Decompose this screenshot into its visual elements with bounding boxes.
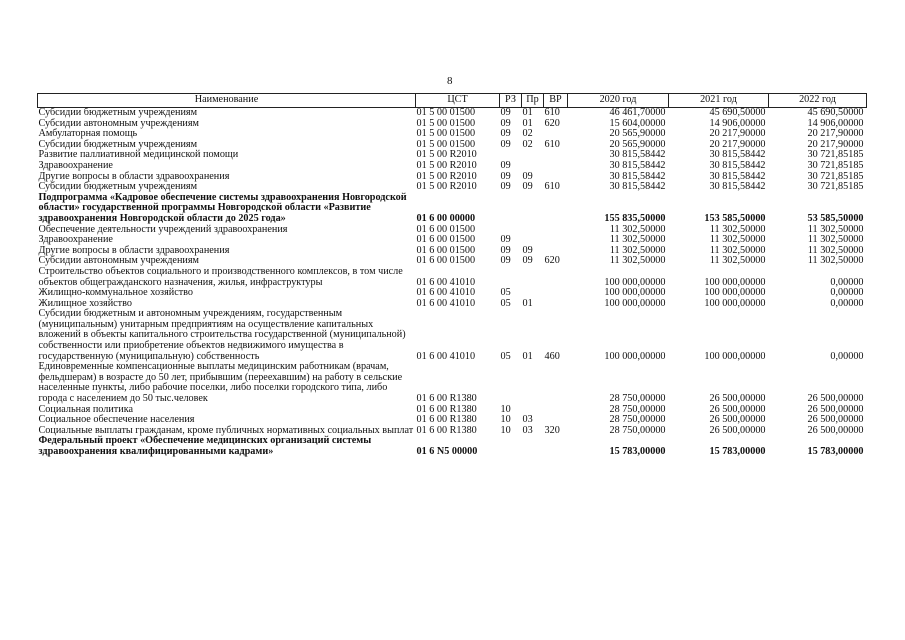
cell-rz: 09: [500, 234, 511, 246]
cell-vr: [544, 161, 568, 172]
col-header-vr: ВР: [544, 94, 568, 108]
cell-2021: 15 783,00000: [709, 446, 766, 457]
cell-rz: 09: [500, 117, 511, 129]
cell-name: Субсидии автономным учреждениям: [38, 117, 199, 129]
cell-2020: 20 565,90000: [609, 128, 666, 140]
cell-2020: 30 815,58442: [609, 149, 666, 161]
cell-vr: 610: [544, 107, 560, 118]
cell-name: Субсидии бюджетным учреждениям: [38, 181, 198, 193]
col-header-2021: 2021 год: [669, 94, 769, 108]
cell-2022: 26 500,00000: [807, 403, 864, 415]
cell-2020: 28 750,00000: [609, 424, 666, 436]
cell-vr: [544, 235, 568, 246]
cell-cst: 01 5 00 R2010: [416, 170, 477, 182]
cell-2021: 26 500,00000: [709, 424, 766, 436]
cell-vr: [544, 225, 568, 236]
cell-cst: 01 6 00 00000: [416, 212, 476, 224]
cell-2021: 45 690,50000: [709, 107, 766, 118]
cell-2020: 28 750,00000: [609, 403, 666, 415]
cell-cst: 01 6 00 R1380: [416, 393, 477, 405]
cell-cst: 01 6 00 01500: [416, 244, 476, 256]
table-row: [38, 436, 867, 457]
cell-rz: [500, 267, 522, 288]
cell-pr: 03: [522, 424, 533, 436]
cell-2022: 11 302,50000: [807, 234, 864, 246]
cell-2020: 100 000,00000: [604, 276, 666, 288]
table-row: [38, 193, 867, 225]
cell-vr: [544, 288, 568, 299]
cell-vr: [544, 267, 568, 288]
cell-cst: 01 6 00 01500: [416, 255, 476, 267]
cell-2020: 30 815,58442: [609, 170, 666, 182]
cell-name: Субсидии бюджетным и автономным учреждениям, государственным (муниципальным) унитарным предприятиям на осуществление капитальных вложений в объекты капитального строительства государственной (муниципальной) собственности или приобретение объектов недвижимого имущества в государственную (муниципальную) собственность: [38, 308, 406, 362]
cell-name: Подпрограмма «Кадровое обеспечение системы здравоохранения Новгородской области» государственной программы Новгородской области «Развитие здравоохранения Новгородской области до 2025 года»: [38, 191, 407, 224]
cell-rz: 09: [500, 138, 511, 150]
cell-name: Здравоохранение: [38, 159, 113, 171]
cell-rz: 09: [500, 181, 511, 193]
cell-cst: 01 6 00 R1380: [416, 424, 477, 436]
cell-cst: 01 5 00 R2010: [416, 181, 477, 193]
cell-2021: 30 815,58442: [709, 170, 766, 182]
cell-2022: 30 721,85185: [807, 170, 864, 182]
table-row: [38, 309, 867, 362]
cell-2022: 30 721,85185: [807, 159, 864, 171]
cell-vr: [544, 299, 568, 310]
cell-2022: 30 721,85185: [807, 181, 864, 193]
col-header-pr: Пр: [522, 94, 544, 108]
cell-pr: 02: [522, 128, 533, 140]
cell-pr: 09: [522, 181, 533, 193]
cell-2022: 0,00000: [830, 276, 864, 288]
cell-rz: 10: [500, 414, 511, 426]
cell-name: Здравоохранение: [38, 234, 113, 246]
cell-2021: 20 217,90000: [709, 128, 766, 140]
cell-2021: 11 302,50000: [709, 255, 766, 267]
cell-2021: 14 906,00000: [709, 117, 766, 129]
cell-2020: 46 461,70000: [609, 107, 666, 118]
cell-vr: 460: [544, 350, 560, 362]
cell-2020: 11 302,50000: [609, 234, 666, 246]
cell-2020: 11 302,50000: [609, 223, 666, 235]
cell-2020: 28 750,00000: [609, 414, 666, 426]
cell-rz: 09: [500, 107, 511, 118]
cell-rz: [500, 362, 522, 404]
cell-2022: 15 783,00000: [807, 446, 864, 457]
cell-pr: [522, 267, 544, 288]
cell-name: Жилищно-коммунальное хозяйство: [38, 287, 194, 299]
cell-rz: 09: [500, 159, 511, 171]
cell-rz: 10: [500, 424, 511, 436]
cell-cst: 01 6 00 41010: [416, 297, 476, 309]
cell-name: Социальное обеспечение населения: [38, 414, 195, 426]
table-header-row: [38, 94, 867, 108]
cell-2021: 100 000,00000: [704, 350, 766, 362]
cell-name: Социальная политика: [38, 403, 134, 415]
cell-2022: 14 906,00000: [807, 117, 864, 129]
cell-2020: 11 302,50000: [609, 244, 666, 256]
cell-pr: 03: [522, 414, 533, 426]
col-header-name: Наименование: [38, 94, 416, 108]
cell-rz: 05: [500, 287, 511, 299]
cell-vr: [544, 405, 568, 416]
cell-2021: 30 815,58442: [709, 181, 766, 193]
cell-pr: 01: [522, 350, 533, 362]
cell-rz: [500, 436, 522, 457]
cell-name: Амбулаторная помощь: [38, 128, 138, 140]
cell-name: Другие вопросы в области здравоохранения: [38, 244, 230, 256]
cell-pr: [522, 161, 544, 172]
cell-2022: 26 500,00000: [807, 424, 864, 436]
cell-2022: 20 217,90000: [807, 128, 864, 140]
cell-2021: 11 302,50000: [709, 234, 766, 246]
cell-2021: 26 500,00000: [709, 414, 766, 426]
cell-name: Другие вопросы в области здравоохранения: [38, 170, 230, 182]
col-header-2020: 2020 год: [568, 94, 669, 108]
cell-2020: 100 000,00000: [604, 350, 666, 362]
cell-name: Федеральный проект «Обеспечение медицинских организаций системы здравоохранения квалифицированными кадрами»: [38, 435, 372, 457]
cell-pr: 01: [522, 107, 533, 118]
col-header-rz: РЗ: [500, 94, 522, 108]
cell-rz: 05: [500, 350, 511, 362]
cell-rz: 09: [500, 170, 511, 182]
cell-vr: 620: [544, 255, 560, 267]
cell-rz: 09: [500, 244, 511, 256]
cell-pr: [522, 225, 544, 236]
cell-pr: [522, 193, 544, 225]
cell-cst: 01 5 00 01500: [416, 107, 476, 118]
cell-2020: 30 815,58442: [609, 181, 666, 193]
cell-name: Жилищное хозяйство: [38, 297, 132, 309]
cell-2021: 100 000,00000: [704, 276, 766, 288]
cell-2020: 28 750,00000: [609, 393, 666, 405]
cell-pr: 01: [522, 297, 533, 309]
cell-cst: 01 6 00 R1380: [416, 414, 477, 426]
cell-2022: 11 302,50000: [807, 244, 864, 256]
cell-name: Строительство объектов социального и производственного комплексов, в том числе объектов общегражданского назначения, жилья, инфраструктуры: [38, 265, 403, 288]
cell-2022: 20 217,90000: [807, 138, 864, 150]
cell-2022: 26 500,00000: [807, 393, 864, 405]
cell-2021: 26 500,00000: [709, 403, 766, 415]
cell-pr: [522, 362, 544, 404]
cell-rz: [500, 193, 522, 225]
cell-pr: [522, 436, 544, 457]
cell-pr: 02: [522, 138, 533, 150]
cell-cst: 01 5 00 01500: [416, 128, 476, 140]
cell-2020: 100 000,00000: [604, 297, 666, 309]
cell-2021: 100 000,00000: [704, 297, 766, 309]
cell-2021: 153 585,50000: [704, 212, 766, 224]
table-row: [38, 267, 867, 288]
cell-rz: 09: [500, 128, 511, 140]
cell-vr: 620: [544, 117, 560, 129]
cell-2021: 26 500,00000: [709, 393, 766, 405]
cell-name: Единовременные компенсационные выплаты медицинским работникам (врачам, фельдшерам) в возрасте до 50 лет, прибывшим (переехавшим) на работу в сельские населенные пункты, либо рабочие поселки, либо поселки городского типа, либо города с населением до 50 тыс.человек: [38, 361, 403, 405]
table-row: [38, 362, 867, 404]
table-row: [38, 108, 867, 119]
cell-name: Субсидии бюджетным учреждениям: [38, 107, 198, 118]
cell-cst: 01 6 00 41010: [416, 287, 476, 299]
cell-2021: 11 302,50000: [709, 244, 766, 256]
budget-table: [37, 93, 867, 458]
cell-cst: 01 6 N5 00000: [416, 446, 478, 457]
cell-2022: 11 302,50000: [807, 223, 864, 235]
cell-2021: 30 815,58442: [709, 149, 766, 161]
page-number: 8: [447, 75, 453, 87]
cell-name: Социальные выплаты гражданам, кроме публичных нормативных социальных выплат: [38, 424, 414, 436]
cell-cst: 01 6 00 R1380: [416, 403, 477, 415]
cell-vr: 610: [544, 181, 560, 193]
cell-name: Субсидии бюджетным учреждениям: [38, 138, 198, 150]
cell-rz: 09: [500, 255, 511, 267]
cell-2022: 0,00000: [830, 297, 864, 309]
cell-vr: [544, 150, 568, 161]
cell-pr: 09: [522, 170, 533, 182]
cell-2022: 0,00000: [830, 350, 864, 362]
cell-cst: 01 6 00 01500: [416, 234, 476, 246]
cell-2020: 30 815,58442: [609, 159, 666, 171]
cell-rz: 05: [500, 297, 511, 309]
cell-rz: 10: [500, 403, 511, 415]
cell-vr: 610: [544, 138, 560, 150]
cell-2021: 100 000,00000: [704, 287, 766, 299]
cell-pr: 01: [522, 117, 533, 129]
cell-2022: 30 721,85185: [807, 149, 864, 161]
col-header-cst: ЦСТ: [416, 94, 500, 108]
cell-cst: 01 6 00 41010: [416, 276, 476, 288]
cell-2022: 11 302,50000: [807, 255, 864, 267]
cell-cst: 01 5 00 R2010: [416, 149, 477, 161]
cell-pr: 09: [522, 255, 533, 267]
cell-pr: [522, 150, 544, 161]
cell-cst: 01 5 00 01500: [416, 138, 476, 150]
cell-cst: 01 5 00 01500: [416, 117, 476, 129]
cell-2020: 20 565,90000: [609, 138, 666, 150]
cell-2021: 30 815,58442: [709, 159, 766, 171]
cell-2020: 100 000,00000: [604, 287, 666, 299]
cell-2022: 26 500,00000: [807, 414, 864, 426]
cell-vr: [544, 362, 568, 404]
cell-2022: 53 585,50000: [807, 212, 864, 224]
cell-cst: 01 6 00 01500: [416, 223, 476, 235]
cell-2021: 20 217,90000: [709, 138, 766, 150]
cell-2022: 45 690,50000: [807, 107, 864, 118]
cell-cst: 01 6 00 41010: [416, 350, 476, 362]
cell-pr: 09: [522, 244, 533, 256]
table-body: [38, 108, 867, 458]
cell-name: Обеспечение деятельности учреждений здравоохранения: [38, 223, 288, 235]
cell-2020: 15 604,00000: [609, 117, 666, 129]
cell-name: Развитие паллиативной медицинской помощи: [38, 149, 239, 161]
table-row: [38, 161, 867, 172]
col-header-2022: 2022 год: [769, 94, 867, 108]
cell-2020: 15 783,00000: [609, 446, 666, 457]
cell-cst: 01 5 00 R2010: [416, 159, 477, 171]
cell-vr: 320: [544, 424, 560, 436]
cell-2022: 0,00000: [830, 287, 864, 299]
cell-name: Субсидии автономным учреждениям: [38, 255, 199, 267]
cell-2020: 11 302,50000: [609, 255, 666, 267]
cell-vr: [544, 436, 568, 457]
cell-vr: [544, 193, 568, 225]
cell-2020: 155 835,50000: [604, 212, 666, 224]
cell-2021: 11 302,50000: [709, 223, 766, 235]
